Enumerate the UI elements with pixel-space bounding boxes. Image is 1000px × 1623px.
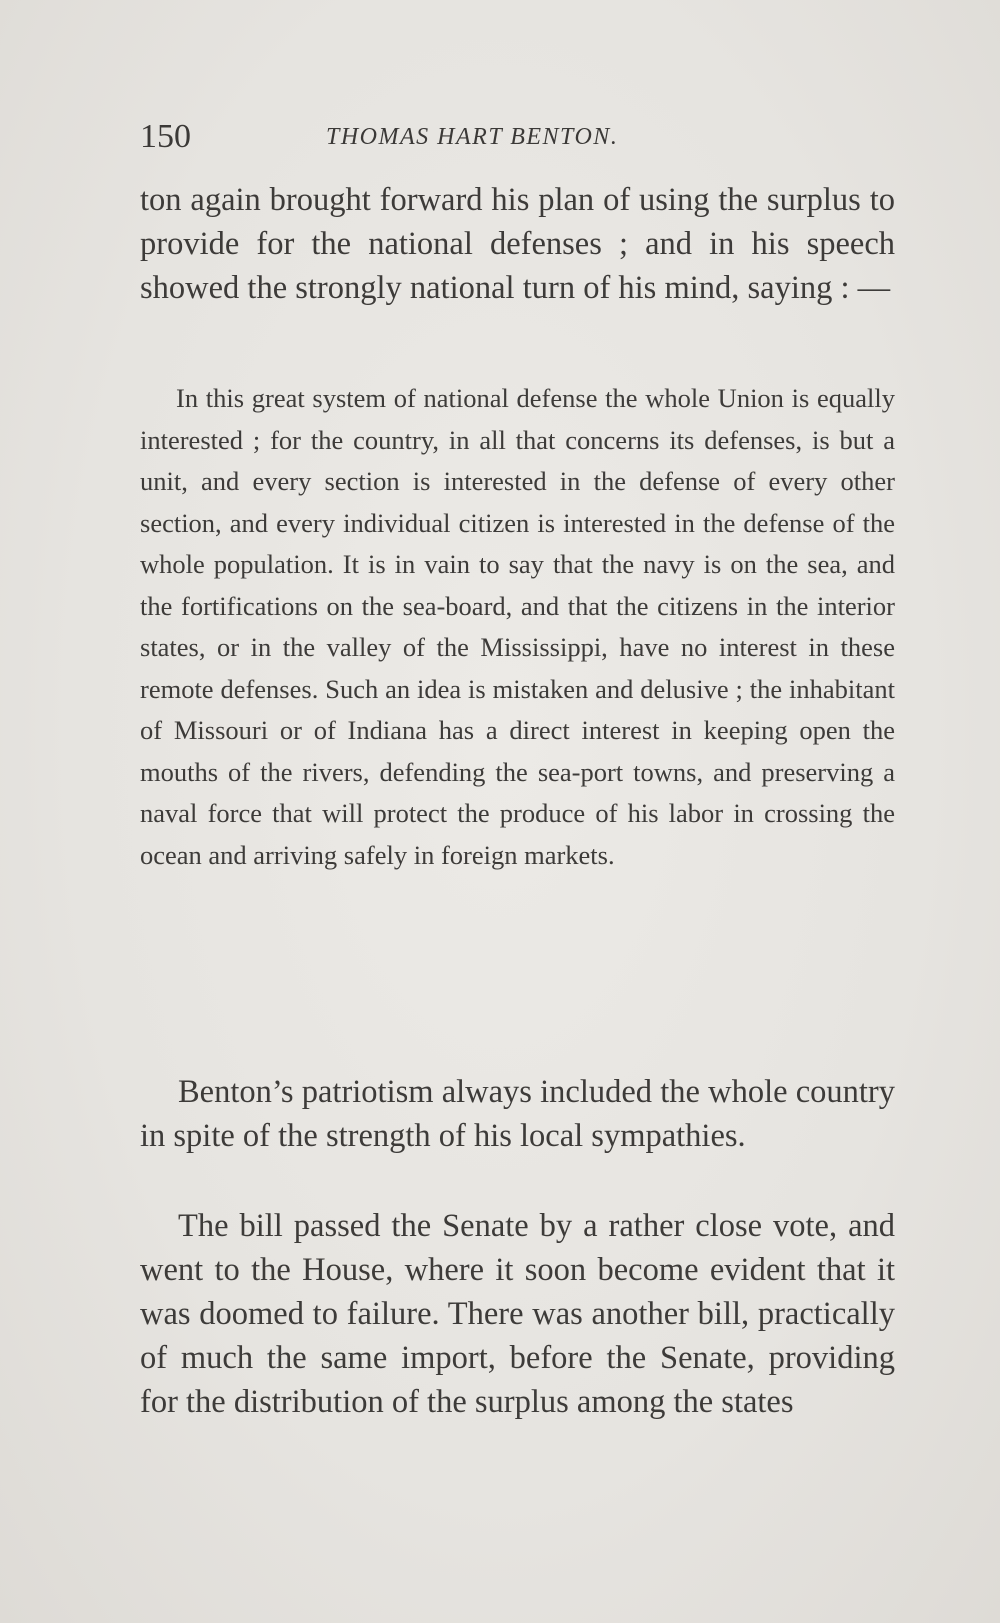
running-title: THOMAS HART BENTON. [326,124,619,150]
intro-paragraph: ton again brought forward his plan of using the surplus to provide for the national defenses ; and in his speech showed the strongly national turn of his mind, saying : — [140,182,895,306]
bill-paragraph: The bill passed the Senate by a rather close vote, and went to the House, where it soon become evident that it was doomed to failure. There was another bill, practically of much the same import, before the Senate, providing for the distribution of the surplus among the states [140,1208,895,1420]
patriotism-paragraph: Benton’s patriotism always included the whole country in spite of the strength of his local sympathies. [140,1074,895,1154]
page-header [140,118,895,158]
block-quote: In this great system of national defense the whole Union is equally interested ; for the country, in all that concerns its defenses, is but a unit, and every section is interested in the defense of every other section, and every individual citizen is interested in the defense of the whole population. It is in vain to say that the navy is on the sea, and the fortifications on the sea-board, and that the citizens in the interior states, or in the valley of the Mississippi, have no interest in these remote defenses. Such an idea is mistaken and delusive ; the inhabitant of Missouri or of Indiana has a direct interest in keeping open the mouths of the rivers, defending the sea-port towns, and preserving a naval force that will protect the produce of his labor in crossing the ocean and arriving safely in foreign markets. [140,383,895,870]
page-number: 150 [140,118,191,155]
